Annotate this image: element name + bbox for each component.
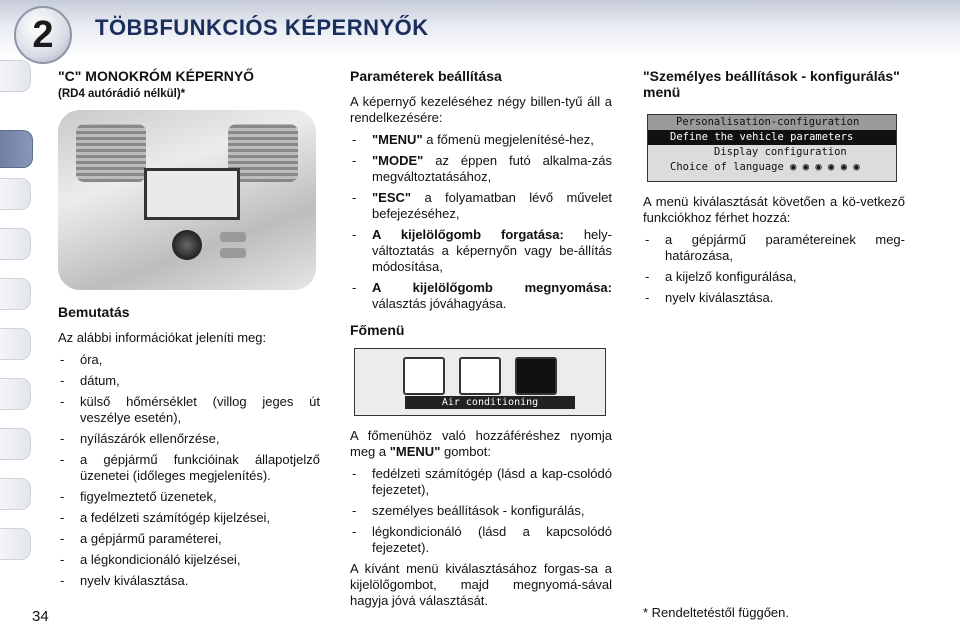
key-desc: az éppen futó alkalma-zás megváltoztatásához, <box>372 153 612 184</box>
chapter-tab[interactable] <box>0 328 31 360</box>
chapter-tab[interactable] <box>0 428 31 460</box>
column-personalisation <box>643 68 905 311</box>
list-item: - fedélzeti számítógép (lásd a kap-csolódó fejezetet), <box>350 466 612 498</box>
key-desc: a folyamatban lévő művelet befejezéséhez, <box>372 190 612 221</box>
lcd-row-selected: Define the vehicle parameters <box>648 130 896 145</box>
list-item: - külső hőmérséklet (villog jeges út veszélye esetén), <box>58 394 320 426</box>
settings-icon <box>459 357 501 395</box>
page-header <box>0 0 960 58</box>
list-item: - a gépjármű paramétereinek meg-határozása, <box>643 232 905 264</box>
chapter-tab-active[interactable] <box>0 130 33 168</box>
list-item: - óra, <box>58 352 320 368</box>
personalisation-lcd <box>647 114 897 182</box>
footnote: * Rendeltetéstől függően. <box>643 605 789 620</box>
key-name: A kijelölőgomb forgatása: <box>372 227 564 242</box>
list-item <box>350 190 612 222</box>
intro-text: Az alábbi információkat jeleníti meg: <box>58 330 267 345</box>
language-flags-icon: ◉ ◉ ◉ ◉ ◉ ◉ <box>790 161 860 173</box>
air-conditioning-icon <box>515 357 557 395</box>
menu-intro-b: gombot: <box>440 444 491 459</box>
key-desc: a főmenü megjelenítésé-hez, <box>422 132 594 147</box>
key-name: "ESC" <box>372 190 412 205</box>
list-item: - a gépjármű paraméterei, <box>58 531 320 547</box>
menu-intro-a: A főmenühöz való hozzáféréshez nyomja meg a <box>350 428 612 459</box>
list-item: - nyelv kiválasztása. <box>643 290 905 306</box>
lcd-row <box>648 160 896 175</box>
dashboard-photo <box>58 110 316 290</box>
menu-list <box>350 466 612 556</box>
intro-text: A menü kiválasztását követően a kö-vetkező funkciókhoz férhet hozzá: <box>643 194 905 225</box>
intro-text: A képernyő kezeléséhez négy billen-tyű áll a rendelkezésére: <box>350 94 612 125</box>
list-item: - dátum, <box>58 373 320 389</box>
list-item <box>350 280 612 312</box>
console-button <box>220 232 246 242</box>
section-heading: "C" MONOKRÓM KÉPERNYŐ <box>58 68 255 84</box>
page-number: 34 <box>32 608 49 625</box>
key-desc: hely-változtatás a képernyőn vagy be-állítás módosítása, <box>372 227 612 274</box>
menu-key: "MENU" <box>389 444 441 459</box>
selector-knob <box>172 230 202 260</box>
key-name: "MENU" <box>372 132 423 147</box>
chapter-tab[interactable] <box>0 228 31 260</box>
lcd-row-header: Personalisation-configuration <box>648 115 896 130</box>
list-item: - nyelv kiválasztása. <box>58 573 320 589</box>
lcd-row-text: Choice of language <box>670 161 784 173</box>
main-menu-title: Főmenü <box>350 322 405 338</box>
main-menu-lcd <box>354 348 606 416</box>
parameters-title: Paraméterek beállítása <box>350 68 502 84</box>
list-item: - a kijelző konfigurálása, <box>643 269 905 285</box>
chapter-tab[interactable] <box>0 378 31 410</box>
list-item <box>350 132 612 148</box>
trip-computer-icon <box>403 357 445 395</box>
air-vent-left <box>76 124 146 182</box>
chapter-badge: 2 <box>14 6 72 64</box>
functions-list <box>643 232 905 306</box>
lcd-selection-label: Air conditioning <box>405 396 575 409</box>
list-item: - a gépjármű funkcióinak állapotjelző üzenetei (időleges megjelenítés). <box>58 452 320 484</box>
outro-text: A kívánt menü kiválasztásához forgas-sa a kijelölőgombot, majd megnyomá-sával hagyja jóvá választását. <box>350 561 612 608</box>
list-item: - nyílászárók ellenőrzése, <box>58 431 320 447</box>
chapter-tabs <box>0 58 36 578</box>
console-button <box>220 248 246 258</box>
list-item: - légkondicionáló (lásd a kapcsolódó fejezetet). <box>350 524 612 556</box>
personalisation-title: "Személyes beállítások - konfigurálás" menü <box>643 68 900 100</box>
chapter-tab[interactable] <box>0 478 31 510</box>
list-item <box>350 153 612 185</box>
lcd-row: Display configuration <box>714 146 847 158</box>
list-item <box>350 227 612 275</box>
page-title: TÖBBFUNKCIÓS KÉPERNYŐK <box>95 15 429 40</box>
list-item: - figyelmeztető üzenetek, <box>58 489 320 505</box>
list-item: - személyes beállítások - konfigurálás, <box>350 503 612 519</box>
keys-list <box>350 132 612 312</box>
column-monochrome-screen <box>58 68 320 594</box>
info-list <box>58 352 320 589</box>
presentation-title: Bemutatás <box>58 304 130 320</box>
column-parameter-settings <box>350 68 612 615</box>
menu-intro <box>350 428 612 460</box>
chapter-tab[interactable] <box>0 60 31 92</box>
chapter-tab[interactable] <box>0 278 31 310</box>
section-subheading: (RD4 autórádió nélkül)* <box>58 88 186 100</box>
key-desc: választás jóváhagyása. <box>372 296 507 311</box>
chapter-tab[interactable] <box>0 528 31 560</box>
key-name: "MODE" <box>372 153 424 168</box>
key-name: A kijelölőgomb megnyomása: <box>372 280 612 295</box>
list-item: - a fedélzeti számítógép kijelzései, <box>58 510 320 526</box>
list-item: - a légkondicionáló kijelzései, <box>58 552 320 568</box>
chapter-tab[interactable] <box>0 178 31 210</box>
display-screen <box>144 168 240 220</box>
